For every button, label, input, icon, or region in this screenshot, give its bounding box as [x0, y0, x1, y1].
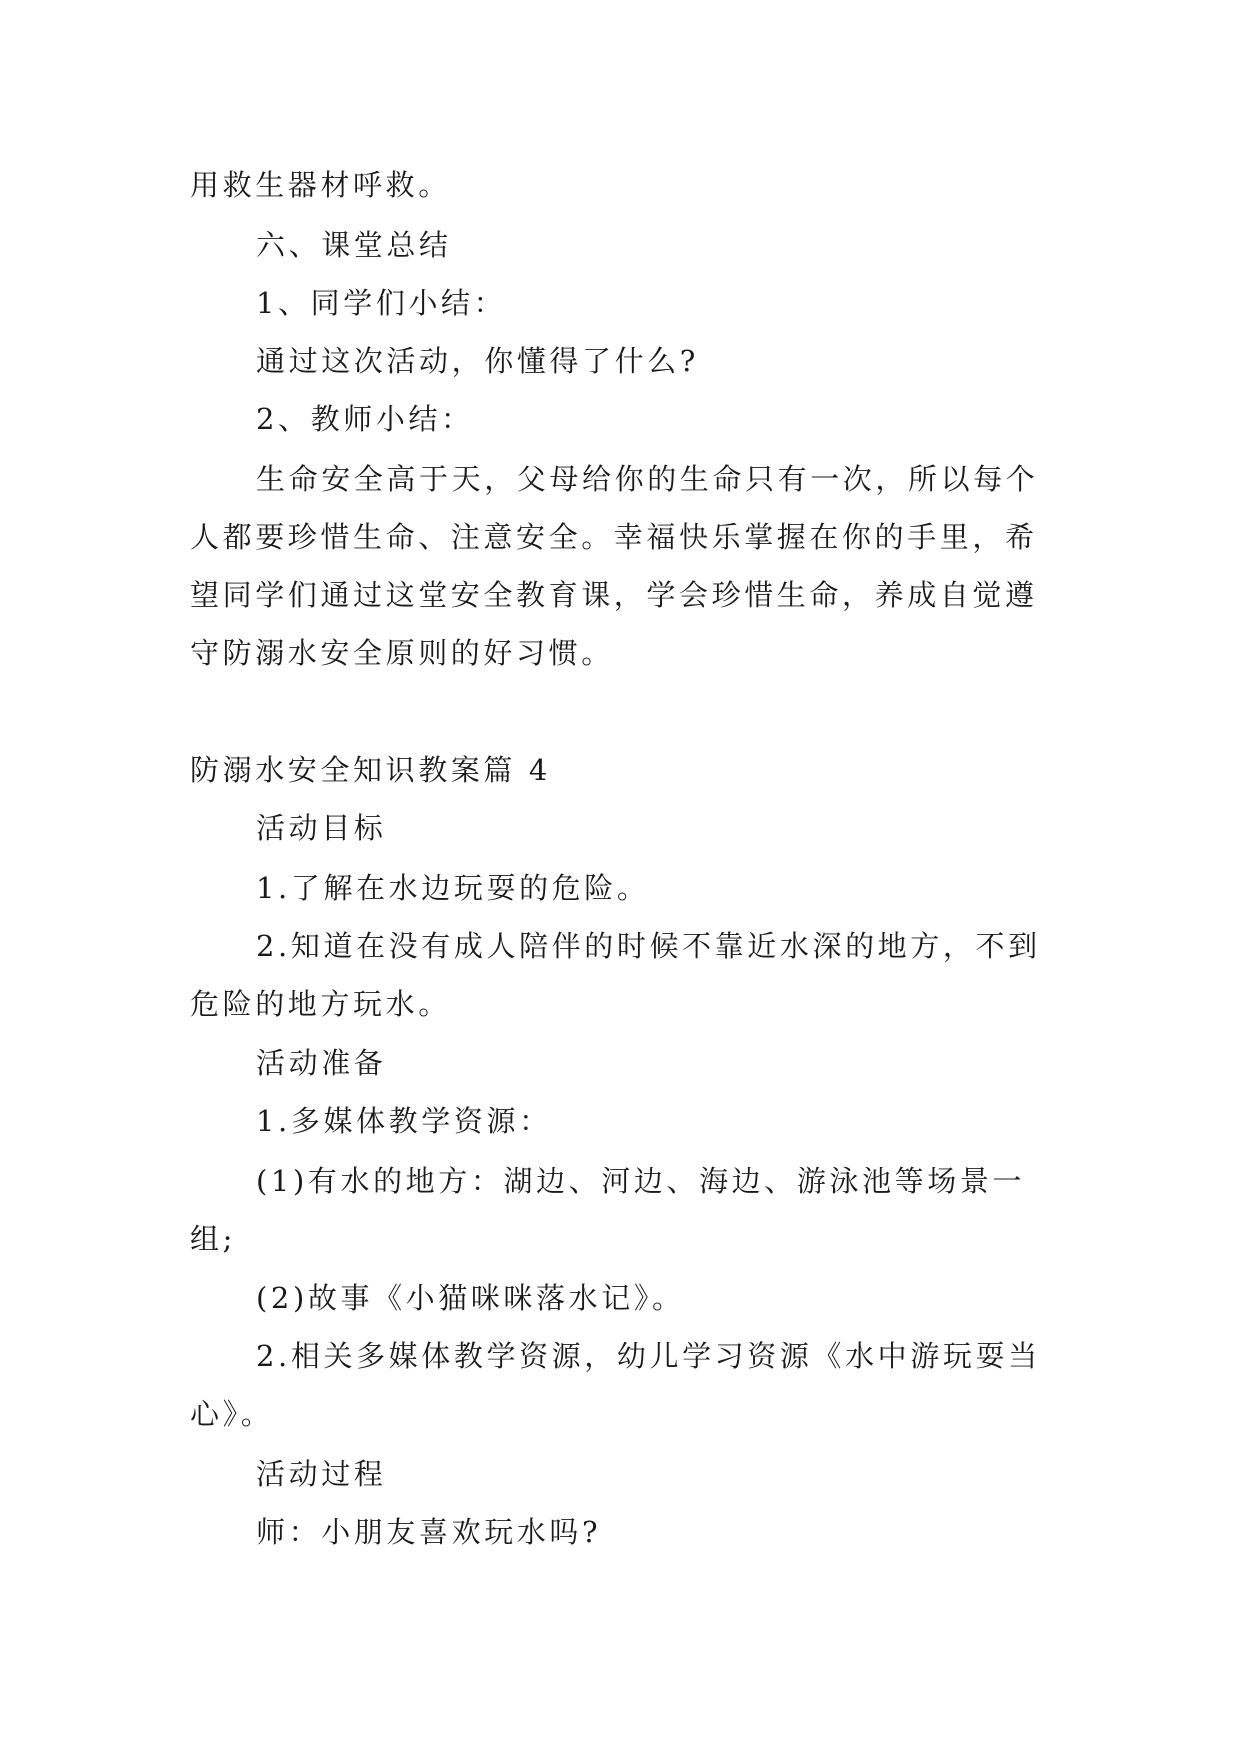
paragraph-line: 生命安全高于天，父母给你的生命只有一次，所以每个 [256, 462, 1039, 496]
paragraph-line: 组; [190, 1222, 236, 1256]
list-item: 2.知道在没有成人陪伴的时候不靠近水深的地方，不到 [256, 929, 1041, 963]
section-heading: 活动目标 [256, 811, 387, 845]
article-title: 防溺水安全知识教案篇 4 [190, 753, 551, 787]
section-heading: 活动准备 [256, 1046, 387, 1080]
paragraph-line: 望同学们通过这堂安全教育课，学会珍惜生命，养成自觉遵 [190, 578, 1038, 612]
paragraph-line: 1、同学们小结： [256, 286, 507, 320]
list-item: 2.相关多媒体教学资源，幼儿学习资源《水中游玩耍当 [256, 1339, 1041, 1373]
paragraph-line: 心》。 [190, 1397, 274, 1431]
paragraph-line: 2、教师小结： [256, 402, 474, 436]
list-item: 1.了解在水边玩耍的危险。 [256, 871, 650, 905]
paragraph-line: 守防溺水安全原则的好习惯。 [190, 636, 614, 670]
paragraph-line: 危险的地方玩水。 [190, 987, 451, 1021]
paragraph-line: 人都要珍惜生命、注意安全。幸福快乐掌握在你的手里，希 [190, 520, 1038, 554]
list-item: (2)故事《小猫咪咪落水记》。 [256, 1281, 685, 1315]
paragraph-line: 用救生器材呼救。 [190, 168, 451, 202]
paragraph-line: 师：小朋友喜欢玩水吗? [256, 1515, 602, 1549]
list-item: (1)有水的地方：湖边、河边、海边、游泳池等场景一 [256, 1164, 1026, 1198]
paragraph-line: 通过这次活动，你懂得了什么? [256, 344, 699, 378]
section-heading: 活动过程 [256, 1457, 387, 1491]
section-heading: 六、课堂总结 [256, 228, 452, 262]
list-item: 1.多媒体教学资源： [256, 1104, 552, 1138]
